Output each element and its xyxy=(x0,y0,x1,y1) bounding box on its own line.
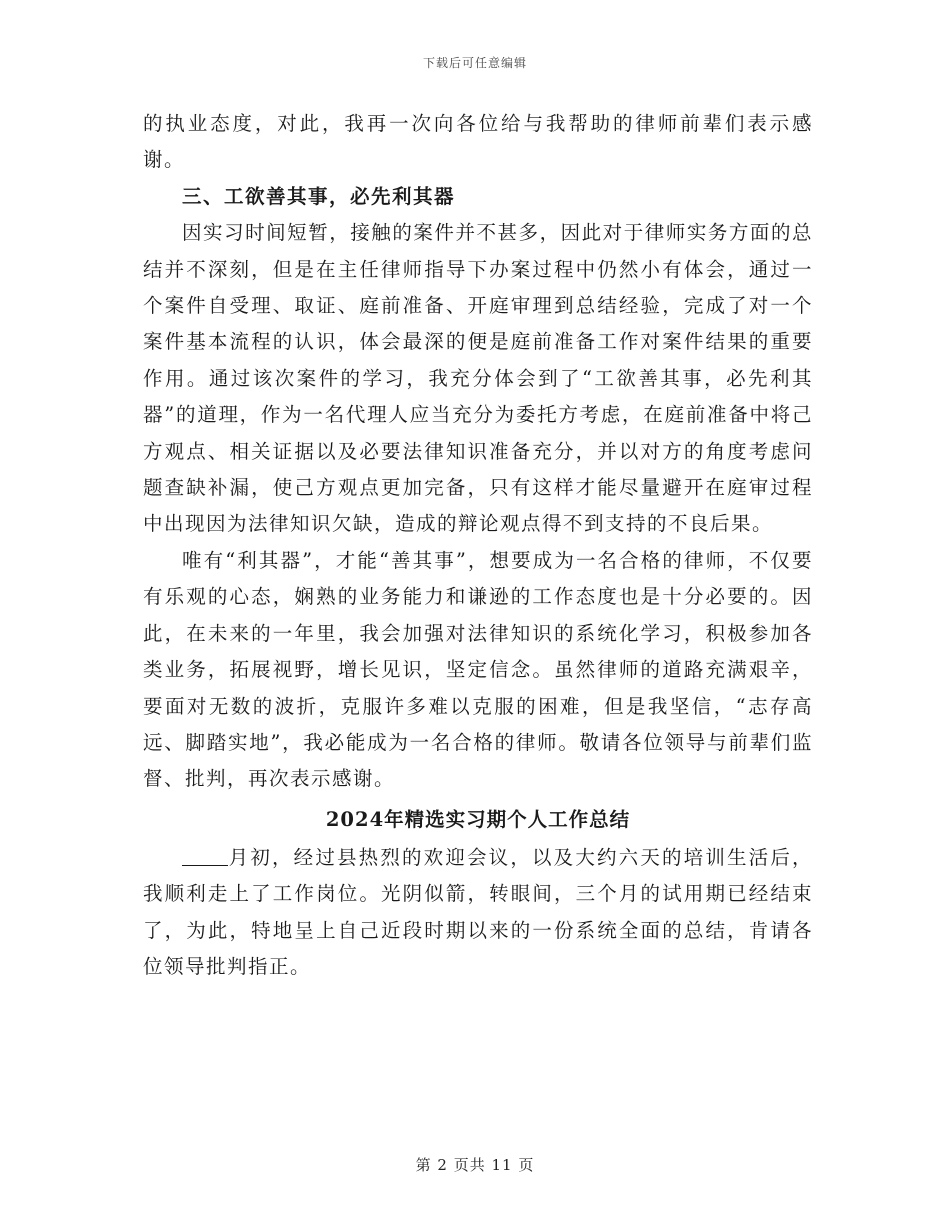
document-title: 2024年精选实习期个人工作总结 xyxy=(325,807,631,831)
paragraph: 因实习时间短暂，接触的案件并不甚多，因此对于律师实务方面的总结并不深刻，但是在主任律师指导下办案过程中仍然小有体会，通过一个案件自受理、取证、庭前准备、开庭审理到总结经验，完成了对一个案件基本流程的认识，体会最深的便是庭前准备工作对案件结果的重要作用。通过该次案件的学习，我充分体会到了“工欲善其事，必先利其器”的道理，作为一名代理人应当充分为委托方考虑，在庭前准备中将己方观点、相关证据以及必要法律知识准备充分，并以对方的角度考虑问题查缺补漏，使己方观点更加完备，只有这样才能尽量避开在庭审过程中出现因为法律知识欠缺，造成的辩论观点得不到支持的不良后果。 xyxy=(143,221,813,536)
page-number: 第 2 页共 11 页 xyxy=(415,1156,535,1174)
section-heading: 三、工欲善其事，必先利其器 xyxy=(182,184,456,208)
paragraph xyxy=(143,840,813,986)
paragraph: 唯有“利其器”，才能“善其事”，想要成为一名合格的律师，不仅要有乐观的心态，娴熟的业务能力和谦逊的工作态度也是十分必要的。因此，在未来的一年里，我会加强对法律知识的系统化学习，积极参加各类业务，拓展视野，增长见识，坚定信念。虽然律师的道路充满艰辛，要面对无数的波折，克服许多难以克服的困难，但是我坚信，“志存高远、脚踏实地”，我必能成为一名合格的律师。敬请各位领导与前辈们监督、批判，再次表示感谢。 xyxy=(143,548,813,791)
document-body xyxy=(143,106,813,985)
fill-in-blank xyxy=(182,847,228,866)
paragraph-text: 月初，经过县热烈的欢迎会议，以及大约六天的培训生活后，我顺利走上了工作岗位。光阴似箭，转眼间，三个月的试用期已经结束了，为此，特地呈上自己近段时期以来的一份系统全面的总结，肯请各位领导批判指正。 xyxy=(143,845,813,978)
paragraph-continued: 的执业态度，对此，我再一次向各位给与我帮助的律师前辈们表示感谢。 xyxy=(143,112,813,172)
page-header: 下载后可任意编辑 xyxy=(422,56,527,70)
